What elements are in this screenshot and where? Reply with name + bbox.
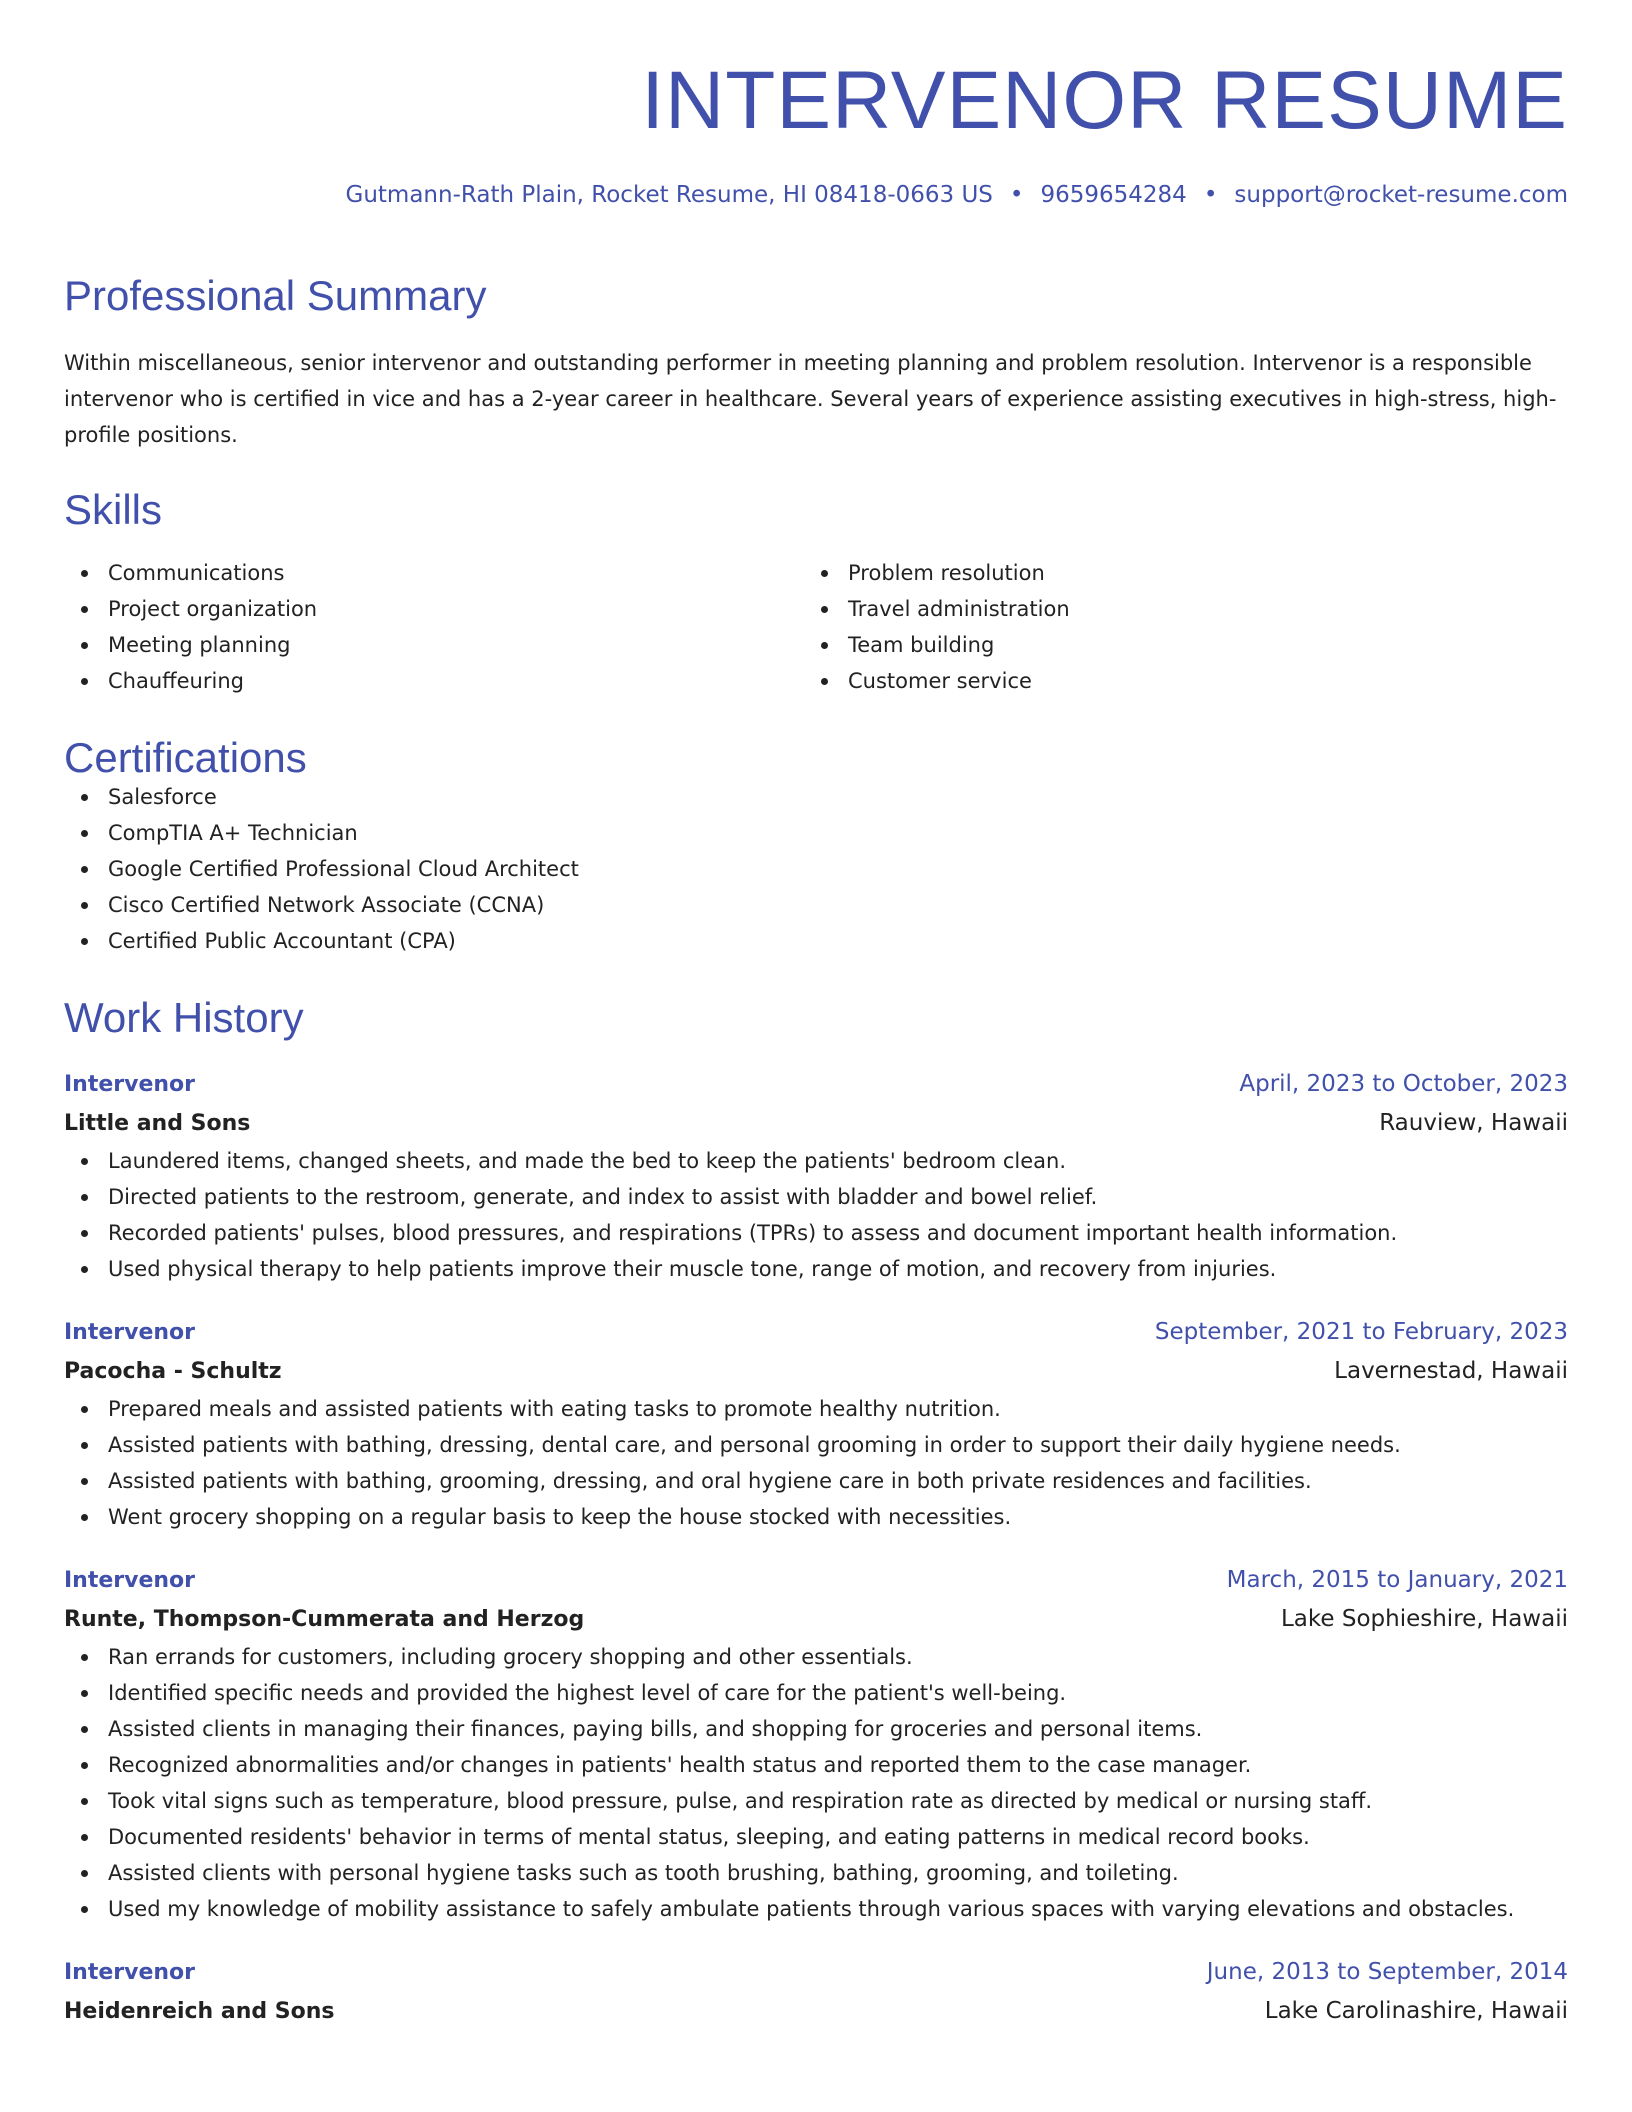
skill-item: Communications (64, 555, 804, 591)
job-duty: Identified specific needs and provided the highest level of care for the patient's well-being. (64, 1675, 1568, 1711)
summary-text: Within miscellaneous, senior intervenor and outstanding performer in meeting planning and problem resolution. Intervenor is a responsible intervenor who is certified in vice and has a 2-year career in healthcare. Several years of experience assisting executives in high-stress, high-profile positions. (64, 351, 1557, 447)
job-company: Heidenreich and Sons (64, 1999, 335, 2024)
job-location: Lake Carolinashire, Hawaii (1264, 1998, 1568, 2024)
job-title: Intervenor (64, 1568, 196, 1593)
skills-grid (64, 555, 1568, 699)
certifications-heading: Certifications (64, 734, 307, 781)
skill-item: Travel administration (804, 591, 1544, 627)
skill-item: Project organization (64, 591, 804, 627)
contact-separator: • (1009, 182, 1024, 208)
job-duty: Took vital signs such as temperature, blood pressure, pulse, and respiration rate as directed by medical or nursing staff. (64, 1783, 1568, 1819)
skill-item: Problem resolution (804, 555, 1544, 591)
job-dates: March, 2015 to January, 2021 (1226, 1567, 1568, 1593)
job-duty: Documented residents' behavior in terms of mental status, sleeping, and eating patterns in medical record books. (64, 1819, 1568, 1855)
contact-separator: • (1203, 182, 1218, 208)
job-duties (64, 1639, 1568, 1927)
work-history-heading: Work History (64, 994, 304, 1041)
contact-email[interactable]: support@rocket-resume.com (1234, 182, 1568, 208)
job-company: Little and Sons (64, 1111, 251, 1136)
contact-phone: 9659654284 (1040, 182, 1187, 208)
job-company: Runte, Thompson-Cummerata and Herzog (64, 1607, 585, 1632)
job-title: Intervenor (64, 1072, 196, 1097)
certification-item: Salesforce (64, 779, 1568, 815)
summary-heading: Professional Summary (64, 272, 487, 319)
job-dates: September, 2021 to February, 2023 (1154, 1319, 1568, 1345)
skill-item: Chauffeuring (64, 663, 804, 699)
job-duty: Laundered items, changed sheets, and made the bed to keep the patients' bedroom clean. (64, 1143, 1568, 1179)
contact-address: Gutmann-Rath Plain, Rocket Resume, HI 08418-0663 US (345, 182, 993, 208)
skill-item: Meeting planning (64, 627, 804, 663)
job-title: Intervenor (64, 1320, 196, 1345)
job-entry (64, 1065, 1568, 1287)
job-duty: Recognized abnormalities and/or changes in patients' health status and reported them to the case manager. (64, 1747, 1568, 1783)
resume-title: INTERVENOR RESUME (641, 55, 1568, 146)
job-duty: Ran errands for customers, including grocery shopping and other essentials. (64, 1639, 1568, 1675)
job-duties (64, 1143, 1568, 1287)
job-company: Pacocha - Schultz (64, 1359, 282, 1384)
certification-item: Certified Public Accountant (CPA) (64, 923, 1568, 959)
certifications-list (64, 779, 1568, 959)
contact-info (64, 184, 1568, 207)
job-duty: Prepared meals and assisted patients with eating tasks to promote healthy nutrition. (64, 1391, 1568, 1427)
job-entry (64, 1953, 1568, 2031)
job-duty: Assisted patients with bathing, dressing, dental care, and personal grooming in order to support their daily hygiene needs. (64, 1427, 1568, 1463)
skill-item: Customer service (804, 663, 1544, 699)
skills-heading: Skills (64, 486, 163, 533)
job-entry (64, 1561, 1568, 1927)
job-duty: Used my knowledge of mobility assistance to safely ambulate patients through various spaces with varying elevations and obstacles. (64, 1891, 1568, 1927)
job-duty: Went grocery shopping on a regular basis to keep the house stocked with necessities. (64, 1499, 1568, 1535)
job-duty: Recorded patients' pulses, blood pressures, and respirations (TPRs) to assess and document important health information. (64, 1215, 1568, 1251)
job-location: Lavernestad, Hawaii (1334, 1358, 1568, 1384)
job-duty: Directed patients to the restroom, generate, and index to assist with bladder and bowel relief. (64, 1179, 1568, 1215)
skill-item: Team building (804, 627, 1544, 663)
certification-item: CompTIA A+ Technician (64, 815, 1568, 851)
job-duty: Used physical therapy to help patients improve their muscle tone, range of motion, and recovery from injuries. (64, 1251, 1568, 1287)
job-dates: April, 2023 to October, 2023 (1239, 1071, 1568, 1097)
job-duty: Assisted clients in managing their finances, paying bills, and shopping for groceries and personal items. (64, 1711, 1568, 1747)
skills-column-left (64, 555, 804, 699)
job-duties (64, 1391, 1568, 1535)
job-duty: Assisted clients with personal hygiene tasks such as tooth brushing, bathing, grooming, and toileting. (64, 1855, 1568, 1891)
job-entry (64, 1313, 1568, 1535)
job-location: Rauview, Hawaii (1379, 1110, 1568, 1136)
skills-column-right (804, 555, 1544, 699)
job-dates: June, 2013 to September, 2014 (1206, 1959, 1568, 1985)
job-duty: Assisted patients with bathing, grooming, dressing, and oral hygiene care in both private residences and facilities. (64, 1463, 1568, 1499)
job-title: Intervenor (64, 1960, 196, 1985)
job-location: Lake Sophieshire, Hawaii (1280, 1606, 1568, 1632)
certification-item: Cisco Certified Network Associate (CCNA) (64, 887, 1568, 923)
certification-item: Google Certified Professional Cloud Architect (64, 851, 1568, 887)
